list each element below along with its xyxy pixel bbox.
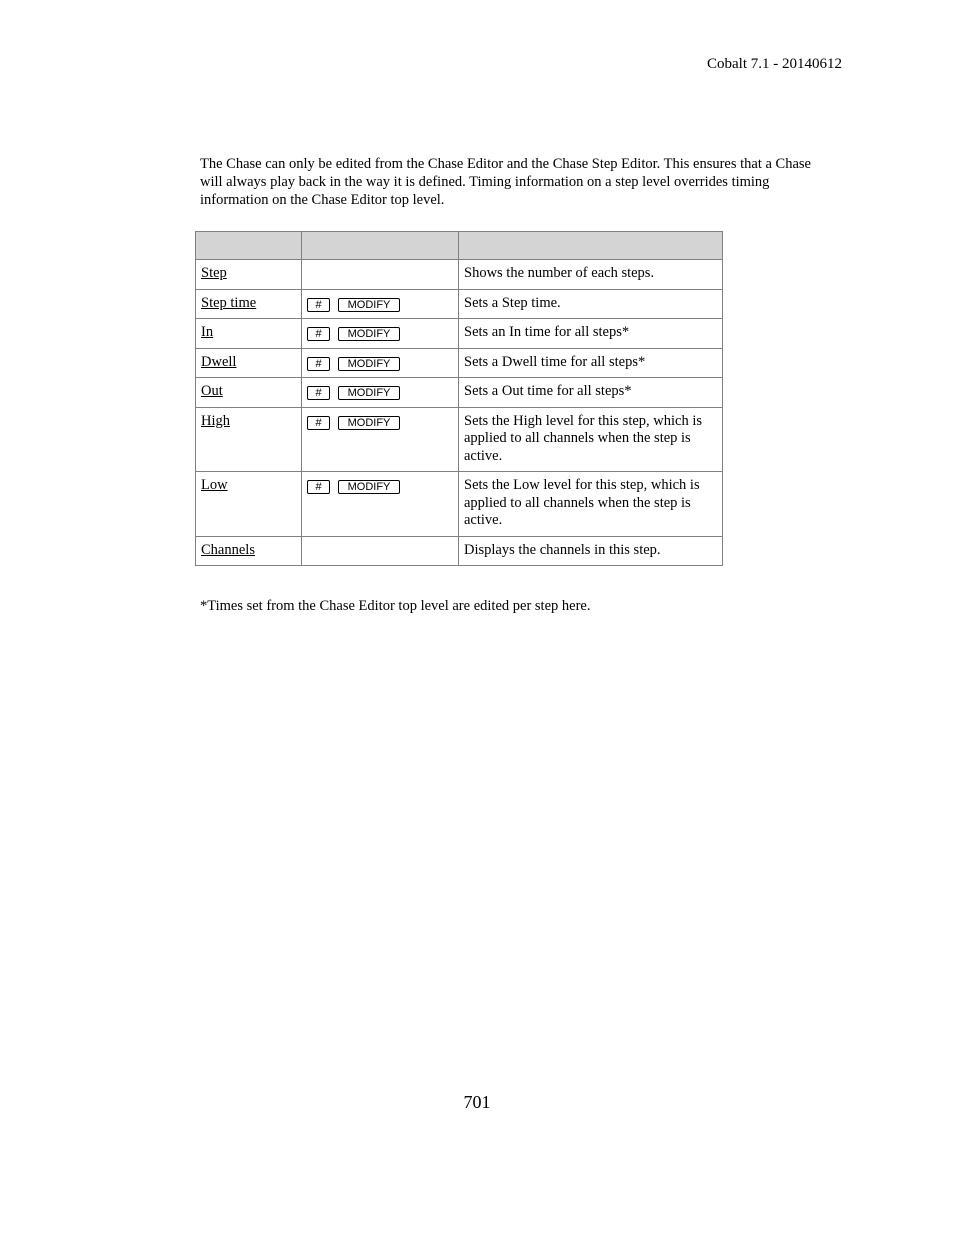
setting-name-cell	[196, 407, 302, 472]
modify-key: MODIFY	[338, 298, 400, 312]
setting-link-high[interactable]: High	[201, 412, 230, 429]
setting-link-dwell[interactable]: Dwell	[201, 353, 237, 370]
setting-link-low[interactable]: Low	[201, 477, 228, 493]
setting-link-step-time[interactable]: Step time	[201, 294, 257, 311]
table-header-cell-keys	[302, 232, 459, 260]
description-cell: Sets the Low level for this step, which is applied to all channels when the step is active.	[459, 472, 723, 537]
table-row-out	[196, 378, 723, 408]
table-header-row	[196, 232, 723, 260]
setting-name-cell	[196, 472, 302, 537]
hash-key: #	[307, 298, 330, 312]
table-row-channels	[196, 536, 723, 566]
key-sequence-cell	[302, 289, 459, 319]
hash-key: #	[307, 386, 330, 400]
key-sequence-cell	[302, 407, 459, 472]
key-sequence-cell	[302, 378, 459, 408]
hash-key: #	[307, 327, 330, 341]
hash-key: #	[307, 357, 330, 371]
chase-step-settings-table	[195, 231, 723, 566]
table-row-dwell	[196, 348, 723, 378]
modify-key: MODIFY	[338, 327, 400, 341]
table-row-in	[196, 319, 723, 349]
table-row-low	[196, 472, 723, 537]
key-sequence-cell	[302, 536, 459, 566]
setting-name-cell	[196, 348, 302, 378]
modify-key: MODIFY	[338, 386, 400, 400]
setting-link-in[interactable]: In	[201, 324, 214, 340]
modify-key: MODIFY	[338, 416, 400, 430]
table-header-cell-setting	[196, 232, 302, 260]
setting-name-cell	[196, 536, 302, 566]
modify-key: MODIFY	[338, 480, 400, 494]
document-version-header: Cobalt 7.1 - 20140612	[707, 56, 842, 72]
table-row-high	[196, 407, 723, 472]
setting-link-channels[interactable]: Channels	[201, 541, 255, 558]
setting-name-cell	[196, 319, 302, 349]
description-cell: Sets a Step time.	[459, 289, 723, 319]
setting-name-cell	[196, 260, 302, 290]
setting-name-cell	[196, 289, 302, 319]
page-number: 701	[463, 1092, 491, 1112]
setting-name-cell	[196, 378, 302, 408]
description-cell: Shows the number of each steps.	[459, 260, 723, 290]
hash-key: #	[307, 480, 330, 494]
description-cell: Sets a Out time for all steps*	[459, 378, 723, 408]
table-row-step	[196, 260, 723, 290]
description-cell: Sets the High level for this step, which is applied to all channels when the step is active.	[459, 407, 723, 472]
key-sequence-cell	[302, 472, 459, 537]
setting-link-step[interactable]: Step	[201, 265, 227, 281]
hash-key: #	[307, 416, 330, 430]
modify-key: MODIFY	[338, 357, 400, 371]
setting-link-out[interactable]: Out	[201, 383, 223, 399]
key-sequence-cell	[302, 348, 459, 378]
table-row-step-time	[196, 289, 723, 319]
table-header-cell-description	[459, 232, 723, 260]
footnote: *Times set from the Chase Editor top level are edited per step here.	[200, 598, 591, 614]
intro-paragraph: The Chase can only be edited from the Chase Editor and the Chase Step Editor. This ensures that a Chase will always play back in the way it is defined. Timing information on a step level overrides timing information on the Chase Editor top level.	[200, 156, 811, 208]
key-sequence-cell	[302, 319, 459, 349]
description-cell: Displays the channels in this step.	[459, 536, 723, 566]
description-cell: Sets an In time for all steps*	[459, 319, 723, 349]
description-cell: Sets a Dwell time for all steps*	[459, 348, 723, 378]
key-sequence-cell	[302, 260, 459, 290]
